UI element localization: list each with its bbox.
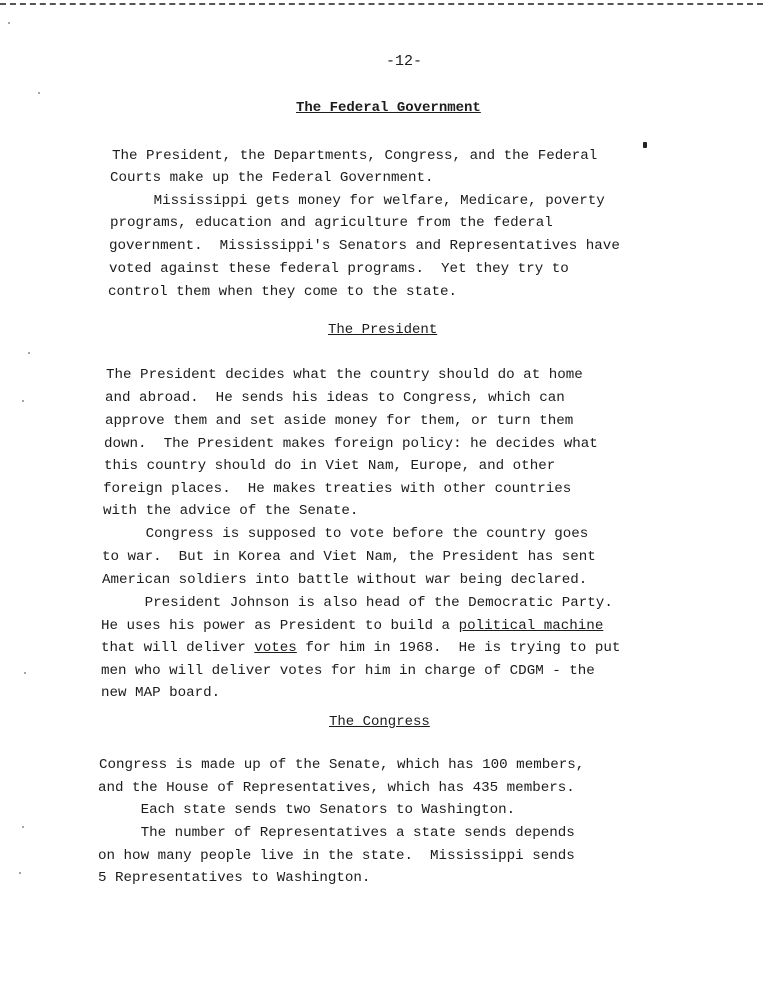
text-run: He uses his power as President to build a: [101, 618, 459, 634]
text-line: foreign places. He makes treaties with other countries: [103, 481, 572, 497]
text-run: that will deliver: [101, 640, 255, 656]
text-line: The President, the Departments, Congress, and the Federal: [112, 148, 598, 164]
heading-federal-government: The Federal Government: [296, 100, 481, 116]
text-line: men who will deliver votes for him in charge of CDGM - the: [101, 663, 595, 679]
text-line: The number of Representatives a state sends depends: [98, 825, 575, 841]
scan-speck: [22, 826, 24, 828]
text-line: this country should do in Viet Nam, Europe, and other: [104, 458, 556, 474]
scan-speck: [24, 672, 26, 674]
text-line: programs, education and agriculture from the federal: [110, 215, 553, 231]
text-line: Each state sends two Senators to Washington.: [98, 802, 516, 818]
text-line: Mississippi gets money for welfare, Medicare, poverty: [111, 193, 605, 209]
text-line: [101, 639, 620, 657]
text-line: and the House of Representatives, which has 435 members.: [98, 780, 575, 796]
underlined-political-machine: political machine: [458, 618, 604, 634]
text-line: 5 Representatives to Washington.: [98, 870, 371, 886]
text-line: control them when they come to the state.: [108, 284, 458, 300]
ink-mark: [643, 142, 647, 148]
scan-speck: [19, 872, 21, 874]
text-run: for him in 1968. He is trying to put: [296, 640, 621, 656]
scan-speck: [28, 352, 30, 354]
text-line: to war. But in Korea and Viet Nam, the President has sent: [102, 549, 596, 565]
heading-the-congress: The Congress: [329, 714, 430, 730]
text-line: Congress is made up of the Senate, which has 100 members,: [99, 757, 585, 773]
text-line: Courts make up the Federal Government.: [110, 170, 434, 186]
text-line: and abroad. He sends his ideas to Congress, which can: [105, 390, 565, 406]
top-dashed-border: [0, 3, 763, 5]
text-line: with the advice of the Senate.: [103, 503, 359, 519]
text-line: approve them and set aside money for them, or turn them: [105, 413, 574, 429]
text-line: President Johnson is also head of the Democratic Party.: [102, 595, 613, 611]
heading-the-president: The President: [328, 322, 438, 338]
scan-speck: [38, 92, 40, 94]
text-line: voted against these federal programs. Yet they try to: [109, 261, 569, 277]
text-line: [101, 617, 603, 635]
text-line: government. Mississippi's Senators and Representatives have: [109, 238, 620, 254]
text-line: The President decides what the country should do at home: [106, 367, 583, 383]
text-line: American soldiers into battle without war being declared.: [102, 572, 588, 588]
page-number: -12-: [386, 53, 423, 70]
text-line: on how many people live in the state. Mississippi sends: [98, 848, 575, 864]
scan-speck: [22, 400, 24, 402]
text-line: down. The President makes foreign policy: he decides what: [104, 436, 598, 452]
text-line: new MAP board.: [101, 685, 221, 701]
scan-speck: [8, 22, 10, 24]
text-line: Congress is supposed to vote before the country goes: [103, 526, 589, 542]
underlined-votes: votes: [254, 640, 297, 656]
